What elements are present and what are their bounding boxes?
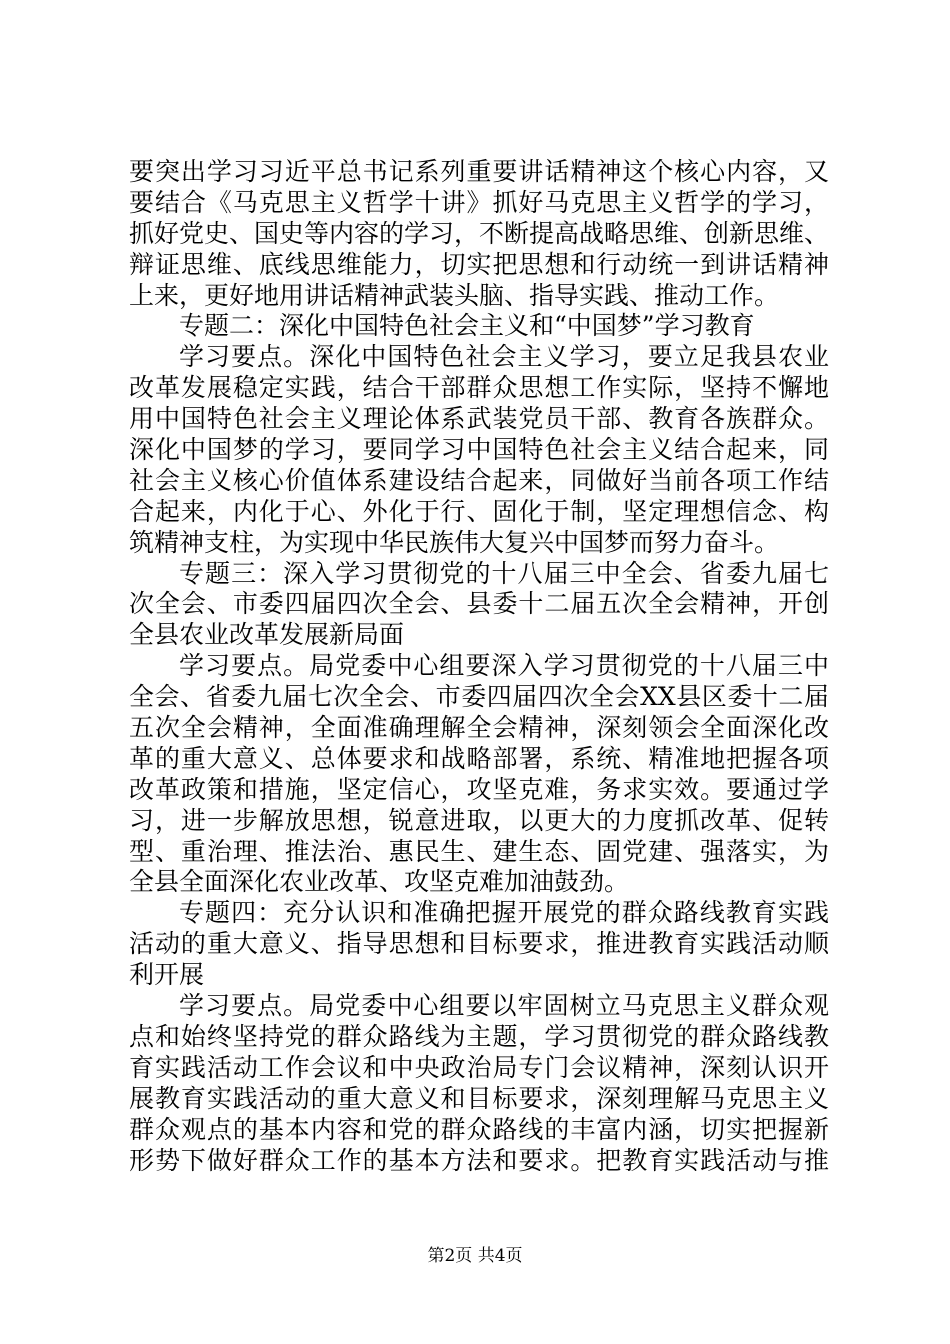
section-heading: 全县农业改革发展新局面 (129, 620, 405, 650)
text-line: 要结合《马克思主义哲学十讲》抓好马克思主义哲学的学习， (129, 187, 829, 217)
text-line: 深化中国梦的学习，要同学习中国特色社会主义结合起来，同 (129, 435, 829, 465)
text-line: 改革政策和措施，坚定信心，攻坚克难，务求实效。要通过学 (129, 774, 829, 804)
text-line: 型、重治理、推法治、惠民生、建生态、固党建、强落实，为 (129, 836, 829, 866)
text-line: 全县全面深化农业改革、攻坚克难加油鼓劲。 (129, 867, 630, 897)
text-line: 革的重大意义、总体要求和战略部署，系统、精准地把握各项 (129, 743, 829, 773)
text-line: 育实践活动工作会议和中央政治局专门会议精神，深刻认识开 (129, 1052, 829, 1082)
section-heading: 专题四：充分认识和准确把握开展党的群众路线教育实践 (179, 898, 829, 928)
text-line: 社会主义核心价值体系建设结合起来，同做好当前各项工作结 (129, 465, 829, 495)
text-line: 五次全会精神，全面准确理解全会精神，深刻领会全面深化改 (129, 713, 829, 743)
text-line: 学习要点。局党委中心组要以牢固树立马克思主义群众观 (179, 991, 829, 1021)
text-line: 展教育实践活动的重大意义和目标要求，深刻理解马克思主义 (129, 1083, 829, 1113)
text-line: 改革发展稳定实践，结合干部群众思想工作实际，坚持不懈地 (129, 373, 829, 403)
text-line: 学习要点。深化中国特色社会主义学习，要立足我县农业 (179, 342, 829, 372)
text-line: 抓好党史、国史等内容的学习，不断提高战略思维、创新思维、 (129, 218, 830, 248)
page-footer (0, 1244, 950, 1268)
text-line: 群众观点的基本内容和党的群众路线的丰富内涵，切实把握新 (129, 1114, 829, 1144)
text-line: 全会、省委九届七次全会、市委四届四次全会XX县区委十二届 (129, 682, 829, 712)
section-heading: 利开展 (129, 960, 205, 990)
section-heading: 活动的重大意义、指导思想和目标要求，推进教育实践活动顺 (129, 929, 829, 959)
text-line: 筑精神支柱，为实现中华民族伟大复兴中国梦而努力奋斗。 (129, 527, 780, 557)
text-line: 点和始终坚持党的群众路线为主题，学习贯彻党的群众路线教 (129, 1021, 829, 1051)
text-line: 用中国特色社会主义理论体系武装党员干部、教育各族群众。 (129, 404, 829, 434)
text-line: 合起来，内化于心、外化于行、固化于制，坚定理想信念、构 (129, 496, 829, 526)
section-heading: 专题三：深入学习贯彻党的十八届三中全会、省委九届七 (179, 558, 829, 588)
text-line: 上来，更好地用讲话精神武装头脑、指导实践、推动工作。 (129, 280, 780, 310)
section-heading: 次全会、市委四届四次全会、县委十二届五次全会精神，开创 (129, 589, 829, 619)
page-number: 第2页 共4页 (427, 1246, 523, 1266)
text-line: 形势下做好群众工作的基本方法和要求。把教育实践活动与推 (129, 1145, 829, 1175)
document-body (129, 157, 829, 1176)
text-line: 辩证思维、底线思维能力，切实把思想和行动统一到讲话精神 (129, 249, 829, 279)
section-heading: 专题二：深化中国特色社会主义和“中国梦”学习教育 (179, 311, 755, 341)
text-line: 习，进一步解放思想，锐意进取，以更大的力度抓改革、促转 (129, 805, 829, 835)
text-line: 学习要点。局党委中心组要深入学习贯彻党的十八届三中 (179, 651, 829, 681)
text-line: 要突出学习习近平总书记系列重要讲话精神这个核心内容，又 (129, 157, 829, 186)
